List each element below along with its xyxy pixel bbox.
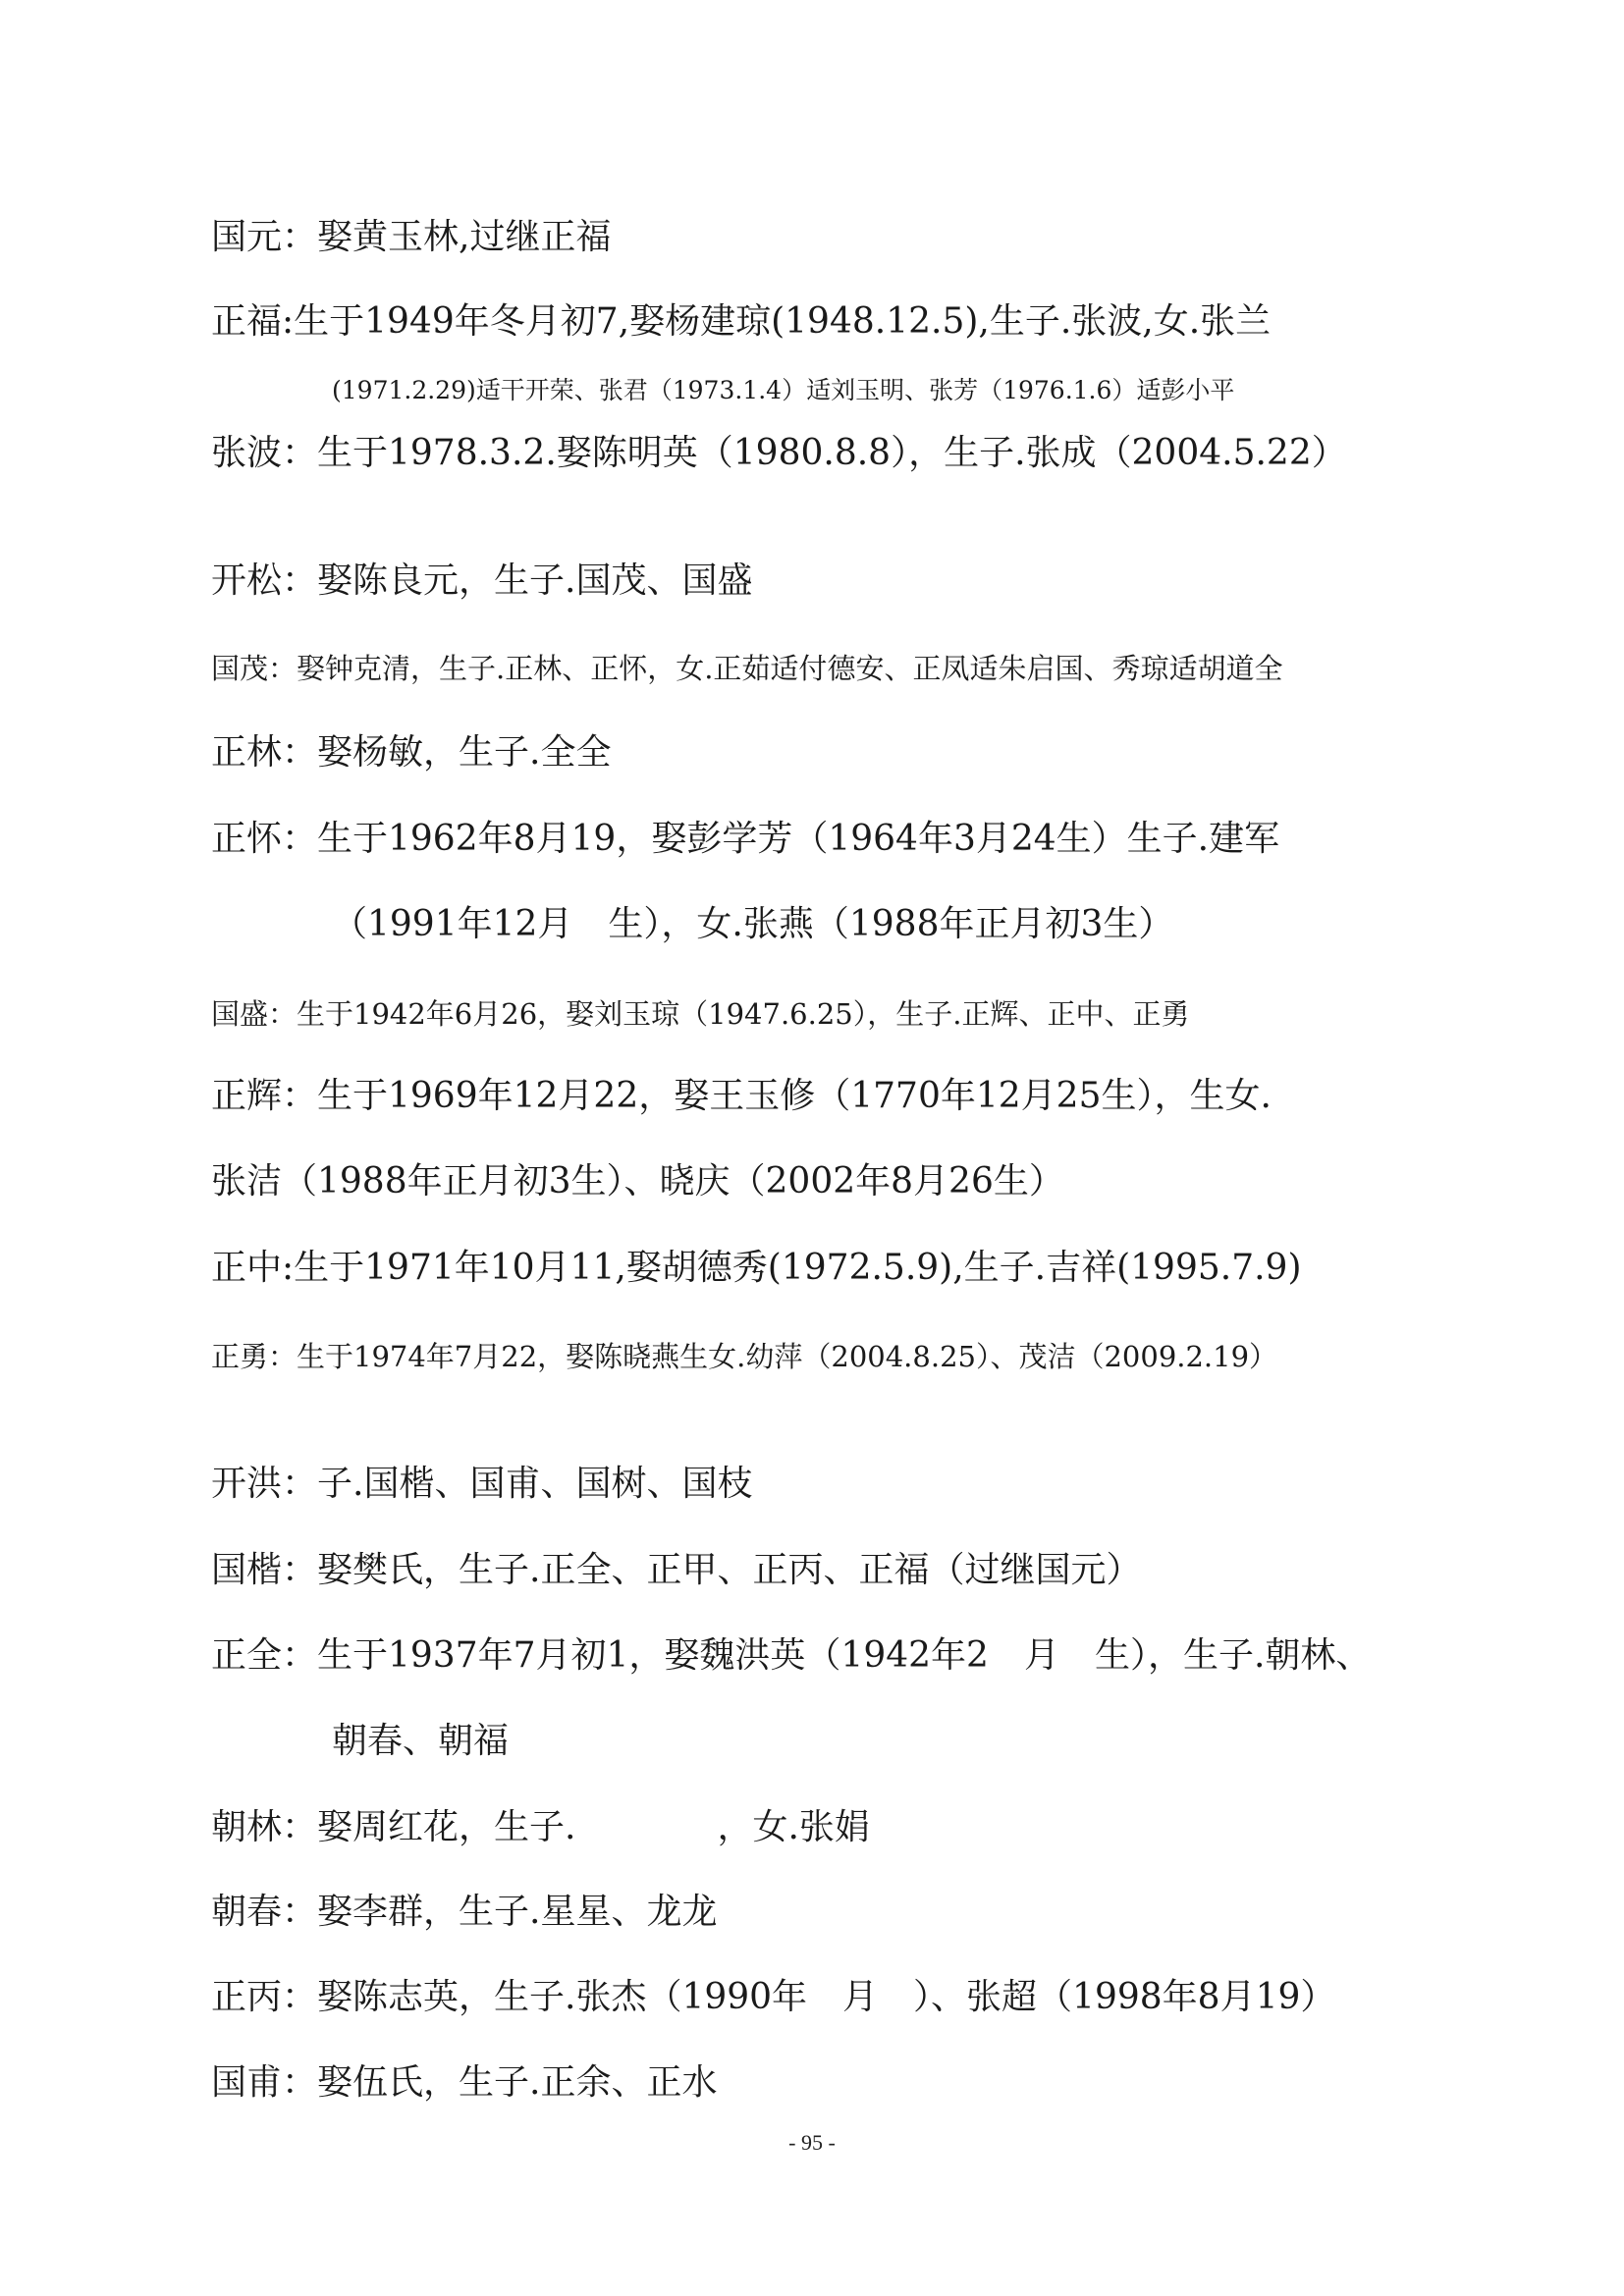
entry-chaochun: 朝春：娶李群，生子.星星、龙龙 [211,1892,718,1932]
entry-guoyuan: 国元：娶黄玉林,过继正福 [211,217,612,257]
entry-zhenghuai-continued: （1991年12月 生），女.张燕（1988年正月初3生） [332,904,1174,944]
page-number: - 95 - [788,2130,836,2155]
entry-zhengyong: 正勇：生于1974年7月22，娶陈晓燕生女.幼萍（2004.8.25）、茂洁（2009.2.19） [211,1340,1278,1373]
entry-chaolin: 朝林：娶周红花，生子. ，女.张娟 [211,1807,870,1847]
entry-zhengfu: 正福:生于1949年冬月初7,娶杨建琼(1948.12.5),生子.张波,女.张兰 [211,301,1272,342]
entry-zhengfu-continued: (1971.2.29)适干开荣、张君（1973.1.4）适刘玉明、张芳（1976.1.6）适彭小平 [332,376,1235,404]
entry-zhengzhong: 正中:生于1971年10月11,娶胡德秀(1972.5.9),生子.吉祥(1995.7.9) [211,1248,1302,1288]
entry-zhengbing: 正丙：娶陈志英，生子.张杰（1990年 月 ）、张超（1998年8月19） [211,1977,1336,2017]
entry-zhenghui: 正辉：生于1969年12月22，娶王玉修（1770年12月25生），生女. [211,1076,1272,1116]
entry-zhengquan: 正全：生于1937年7月初1，娶魏洪英（1942年2 月 生），生子.朝林、 [211,1635,1372,1676]
entry-zhenghuai: 正怀：生于1962年8月19，娶彭学芳（1964年3月24生）生子.建军 [211,819,1280,859]
entry-guomao: 国茂：娶钟克清，生子.正林、正怀，女.正茹适付德安、正凤适朱启国、秀琼适胡道全 [211,652,1283,685]
entry-kaihong: 开洪：子.国楷、国甫、国树、国枝 [211,1464,753,1504]
entry-zhenglin: 正林：娶杨敏，生子.全全 [211,732,612,773]
entry-guofu: 国甫：娶伍氏，生子.正余、正水 [211,2062,718,2103]
entry-zhangbo: 张波：生于1978.3.2.娶陈明英（1980.8.8），生子.张成（2004.5.22） [211,433,1347,473]
entry-zhengquan-continued: 朝春、朝福 [332,1721,510,1761]
entry-zhenghui-continued: 张洁（1988年正月初3生）、晓庆（2002年8月26生） [211,1161,1064,1201]
entry-kaisong: 开松：娶陈良元，生子.国茂、国盛 [211,561,753,601]
entry-guokai: 国楷：娶樊氏，生子.正全、正甲、正丙、正福（过继国元） [211,1550,1142,1590]
entry-guosheng: 国盛：生于1942年6月26，娶刘玉琼（1947.6.25），生子.正辉、正中、正勇 [211,997,1190,1031]
